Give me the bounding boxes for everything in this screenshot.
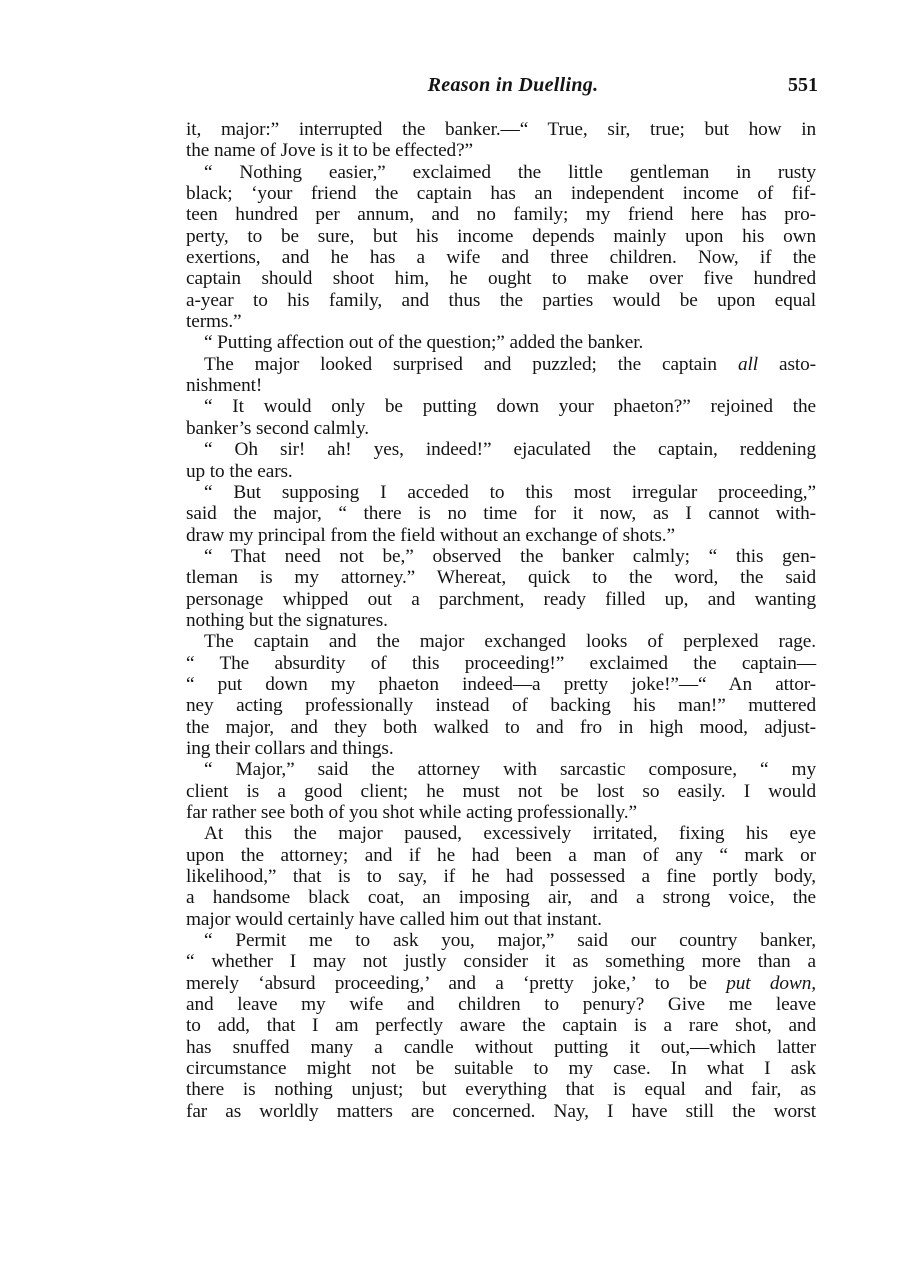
text-line-content: upon the attorney; and if he had been a man of any “ mark or (186, 844, 816, 866)
text-line-content: ing their collars and things. (186, 737, 394, 759)
text-line-content: “ Major,” said the attorney with sarcastic composure, “ my (204, 759, 816, 781)
text-line (186, 631, 816, 652)
text-line (186, 461, 816, 482)
text-line-content: teen hundred per annum, and no family; my friend here has pro- (186, 204, 816, 226)
text-line-content: said the major, “ there is no time for it now, as I cannot with- (186, 503, 816, 525)
text-line (186, 482, 816, 503)
text-line (186, 589, 816, 610)
text-line-content: exertions, and he has a wife and three children. Now, if the (186, 247, 816, 269)
text-line (186, 653, 816, 674)
text-line-content: terms.” (186, 311, 242, 333)
italic-emphasis: put down, (726, 972, 816, 994)
text-line-content: merely ‘absurd proceeding,’ and a ‘pretty joke,’ to be (186, 972, 727, 994)
text-line-content: “ But supposing I acceded to this most irregular proceeding,” (204, 481, 816, 503)
text-line (186, 183, 816, 204)
text-line-content: “ Permit me to ask you, major,” said our country banker, (204, 930, 816, 952)
text-line-content: far rather see both of you shot while acting professionally.” (186, 802, 637, 823)
text-line-content: client is a good client; he must not be lost so easily. I would (186, 780, 816, 802)
text-line (186, 332, 816, 353)
text-line (186, 311, 816, 332)
text-line-content: far as worldly matters are concerned. Nay, I have still the worst (186, 1100, 816, 1122)
text-line (186, 1101, 816, 1122)
text-line (186, 140, 816, 161)
text-line-content: a handsome black coat, an imposing air, and a strong voice, the (186, 887, 816, 909)
text-line (186, 247, 816, 268)
text-line (186, 802, 816, 823)
text-line-content: “ whether I may not justly consider it as something more than a (186, 951, 816, 973)
text-line (186, 823, 816, 844)
text-line-content: the major, and they both walked to and fro in high mood, adjust- (186, 716, 816, 738)
text-line-content: it, major:” interrupted the banker.—“ True, sir, true; but how in (186, 119, 816, 140)
text-line-content: ney acting professionally instead of backing his man!” muttered (186, 695, 816, 717)
text-line (186, 204, 816, 225)
text-line-content: The captain and the major exchanged looks of perplexed rage. (204, 631, 816, 653)
text-line-content: to add, that I am perfectly aware the captain is a rare shot, and (186, 1015, 816, 1037)
text-line (186, 396, 816, 417)
text-line-content: tleman is my attorney.” Whereat, quick to the word, the said (186, 567, 816, 589)
text-line (186, 503, 816, 524)
text-line (186, 226, 816, 247)
running-title: Reason in Duelling. (427, 74, 599, 96)
text-line-content: draw my principal from the field without an exchange of shots.” (186, 524, 675, 546)
text-line-tail: asto- (758, 353, 816, 375)
text-line (186, 1015, 816, 1036)
text-line (186, 268, 816, 289)
running-head (186, 74, 818, 100)
text-line (186, 951, 816, 972)
text-line-content: The major looked surprised and puzzled; the captain (204, 353, 738, 375)
text-line (186, 1079, 816, 1100)
text-line-content: “ It would only be putting down your phaeton?” rejoined the (204, 396, 816, 418)
text-line-content: “ The absurdity of this proceeding!” exclaimed the captain— (186, 652, 816, 674)
text-line-content: black; ‘your friend the captain has an independent income of fif- (186, 183, 816, 205)
text-line-content: there is nothing unjust; but everything that is equal and fair, as (186, 1079, 816, 1101)
text-line-content: “ That need not be,” observed the banker calmly; “ this gen- (204, 545, 816, 567)
text-line-content: circumstance might not be suitable to my case. In what I ask (186, 1058, 816, 1080)
text-line (186, 674, 816, 695)
text-line (186, 525, 816, 546)
text-line (186, 759, 816, 780)
text-line (186, 738, 816, 759)
text-line-content: At this the major paused, excessively irritated, fixing his eye (204, 823, 816, 845)
text-line (186, 1058, 816, 1079)
text-line-content: nothing but the signatures. (186, 609, 388, 631)
text-line (186, 418, 816, 439)
text-line-content: nishment! (186, 375, 263, 397)
text-line-content: up to the ears. (186, 460, 293, 482)
text-line (186, 119, 816, 140)
text-line (186, 930, 816, 951)
text-line-content: a-year to his family, and thus the parties would be upon equal (186, 289, 816, 311)
text-line-content: “ put down my phaeton indeed—a pretty joke!”—“ An attor- (186, 673, 816, 695)
text-line (186, 781, 816, 802)
text-line-content: captain should shoot him, he ought to make over five hundred (186, 268, 816, 290)
text-line (186, 909, 816, 930)
text-line-content: has snuffed many a candle without putting it out,—which latter (186, 1036, 816, 1058)
body-text (186, 119, 816, 1122)
text-line-content: banker’s second calmly. (186, 417, 369, 439)
text-line-content: “ Nothing easier,” exclaimed the little gentleman in rusty (204, 161, 816, 183)
text-line-content: personage whipped out a parchment, ready filled up, and wanting (186, 588, 816, 610)
italic-emphasis: all (737, 353, 759, 375)
text-line (186, 439, 816, 460)
text-line-content: “ Oh sir! ah! yes, indeed!” ejaculated the captain, reddening (204, 439, 816, 461)
text-line-content: and leave my wife and children to penury? Give me leave (186, 994, 816, 1016)
text-line (186, 354, 816, 375)
text-line (186, 866, 816, 887)
text-line (186, 567, 816, 588)
text-line-content: perty, to be sure, but his income depends mainly upon his own (186, 225, 816, 247)
text-line (186, 695, 816, 716)
text-line (186, 973, 816, 994)
text-line (186, 887, 816, 908)
text-line (186, 162, 816, 183)
text-line-content: “ Putting affection out of the question;” added the banker. (204, 332, 644, 354)
page-number: 551 (788, 74, 818, 96)
text-line (186, 610, 816, 631)
text-line (186, 290, 816, 311)
text-line (186, 375, 816, 396)
text-line (186, 845, 816, 866)
text-line-content: major would certainly have called him out that instant. (186, 908, 602, 930)
text-line (186, 1037, 816, 1058)
text-line (186, 994, 816, 1015)
text-line-content: the name of Jove is it to be effected?” (186, 140, 473, 162)
text-line (186, 546, 816, 567)
text-line-content: likelihood,” that is to say, if he had possessed a fine portly body, (186, 866, 816, 888)
text-line (186, 717, 816, 738)
